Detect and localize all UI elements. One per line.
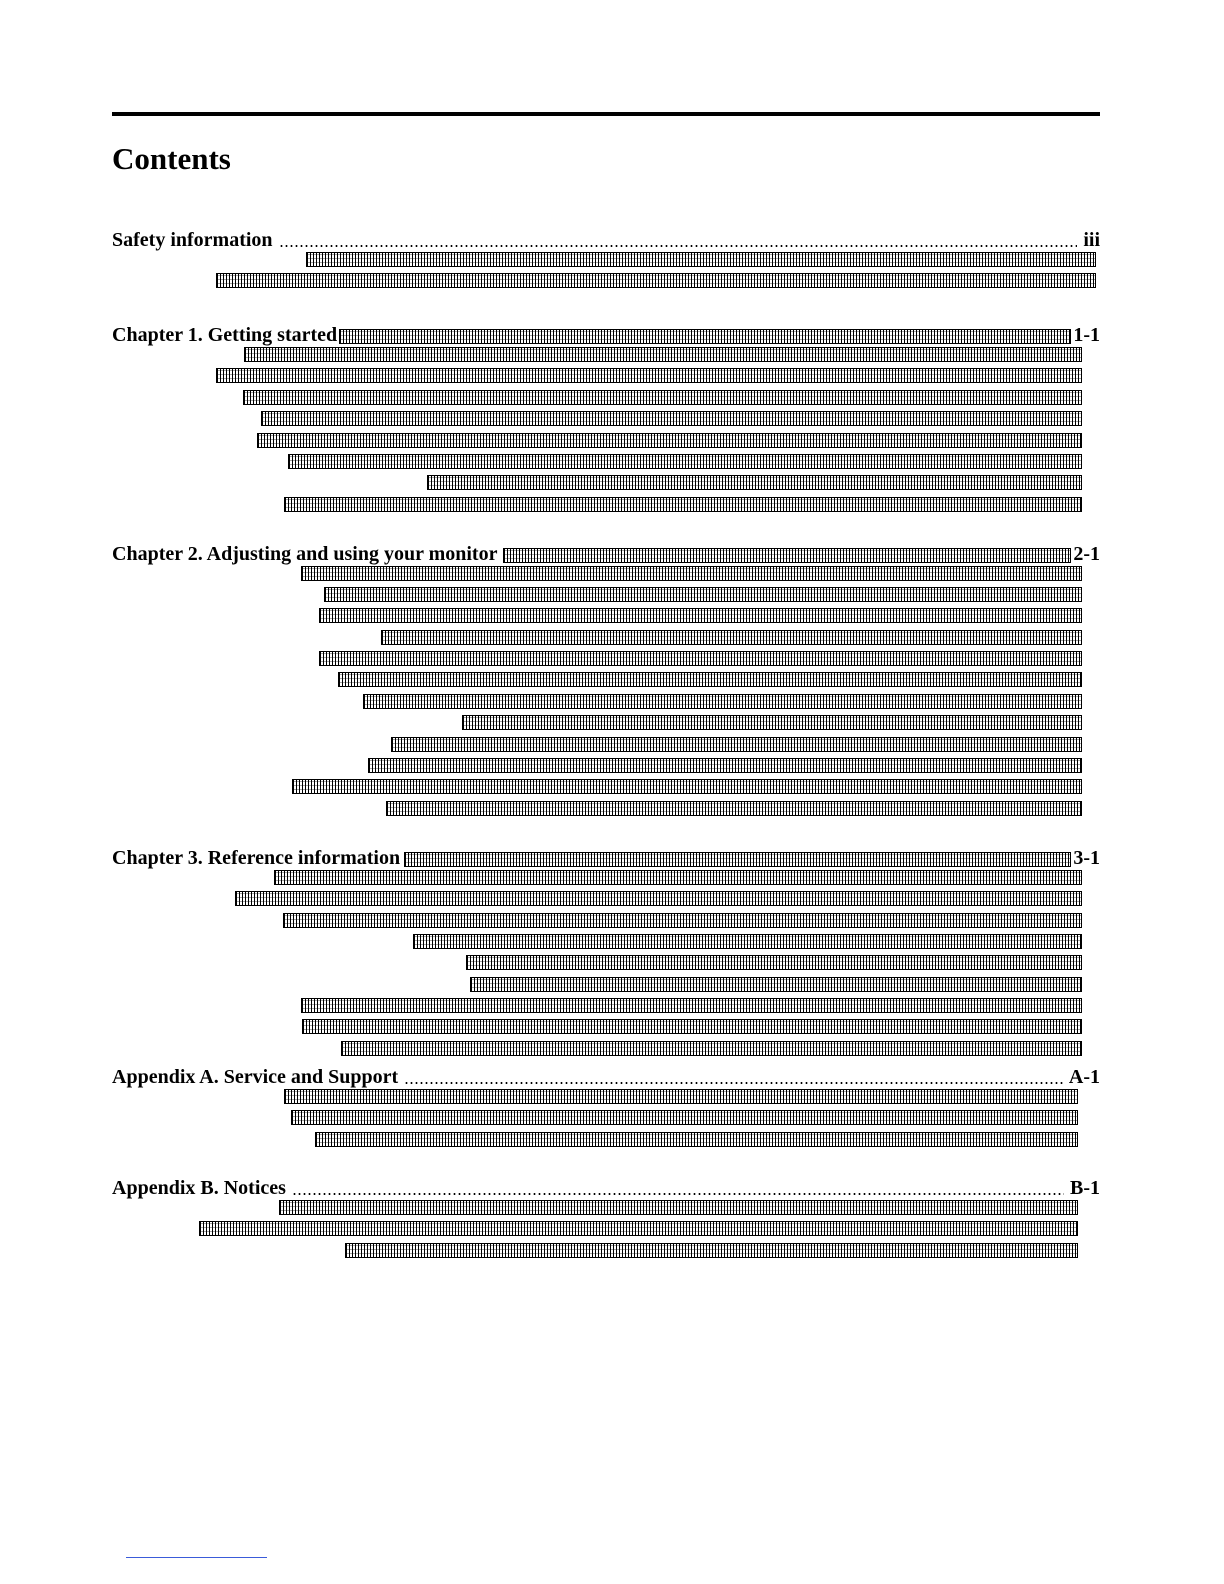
unrendered-subentry [345,1243,1078,1258]
toc-page: 1-1 [1073,324,1100,346]
unrendered-subentry [338,672,1082,687]
unrendered-subentry [257,433,1082,448]
toc-label: Appendix A. Service and Support [112,1066,399,1088]
toc-label: Chapter 2. Adjusting and using your monitor [112,543,498,565]
unrendered-subentry [368,758,1082,773]
unrendered-subentry [288,454,1082,469]
unrendered-subentry [284,497,1082,512]
unrendered-subentry [235,891,1082,906]
unrendered-subentry [462,715,1082,730]
unrendered-subentry [199,1221,1078,1236]
unrendered-subentry [301,566,1082,581]
unrendered-subentry [413,934,1082,949]
unrendered-subentry [363,694,1082,709]
toc-page: iii [1083,229,1100,251]
unrendered-subentry [470,977,1082,992]
unrendered-subentry [279,1200,1078,1215]
unrendered-subentry [381,630,1082,645]
toc-entry-appendix-a[interactable] [112,1063,1100,1089]
page-title: Contents [112,141,231,176]
dot-leader [279,245,1078,247]
unrendered-subentry [324,587,1082,602]
toc-label: Appendix B. Notices [112,1177,286,1199]
toc-label: Chapter 3. Reference information [112,847,401,869]
toc-page: A-1 [1068,1066,1100,1088]
toc-entry-chapter-1[interactable] [112,321,1100,347]
footer-rule [126,1557,267,1558]
unrendered-subentry [391,737,1082,752]
dot-leader [404,1082,1063,1084]
toc-page: B-1 [1070,1177,1100,1199]
unrendered-subentry [386,801,1082,816]
unrendered-subentry [261,411,1082,426]
unrendered-subentry [244,347,1082,362]
unrendered-subentry [302,1019,1082,1034]
unrendered-subentry [315,1132,1078,1147]
dot-leader [292,1193,1064,1195]
unrendered-subentry [274,870,1082,885]
toc-page: 3-1 [1073,847,1100,869]
header-rule [112,112,1100,116]
unrendered-subentry [427,475,1082,490]
unrendered-subentry [243,390,1082,405]
unrendered-subentry [291,1110,1078,1125]
toc-entry-chapter-3[interactable] [112,844,1100,870]
unrendered-subentry [341,1041,1082,1056]
toc-label: Safety information [112,229,273,251]
toc-label: Chapter 1. Getting started [112,324,338,346]
unrendered-subentry [216,273,1096,288]
unrendered-leader [339,329,1071,344]
unrendered-subentry [301,998,1082,1013]
unrendered-subentry [216,368,1082,383]
toc-entry-chapter-2[interactable] [112,540,1100,566]
unrendered-leader [503,548,1071,563]
unrendered-subentry [284,1089,1078,1104]
unrendered-subentry [306,252,1096,267]
unrendered-subentry [466,955,1082,970]
toc-page: 2-1 [1073,543,1100,565]
unrendered-subentry [283,913,1082,928]
unrendered-leader [404,852,1071,867]
toc-entry-appendix-b[interactable] [112,1174,1100,1200]
unrendered-subentry [292,779,1082,794]
unrendered-subentry [319,651,1082,666]
toc-entry-safety[interactable] [112,226,1100,252]
unrendered-subentry [319,608,1082,623]
